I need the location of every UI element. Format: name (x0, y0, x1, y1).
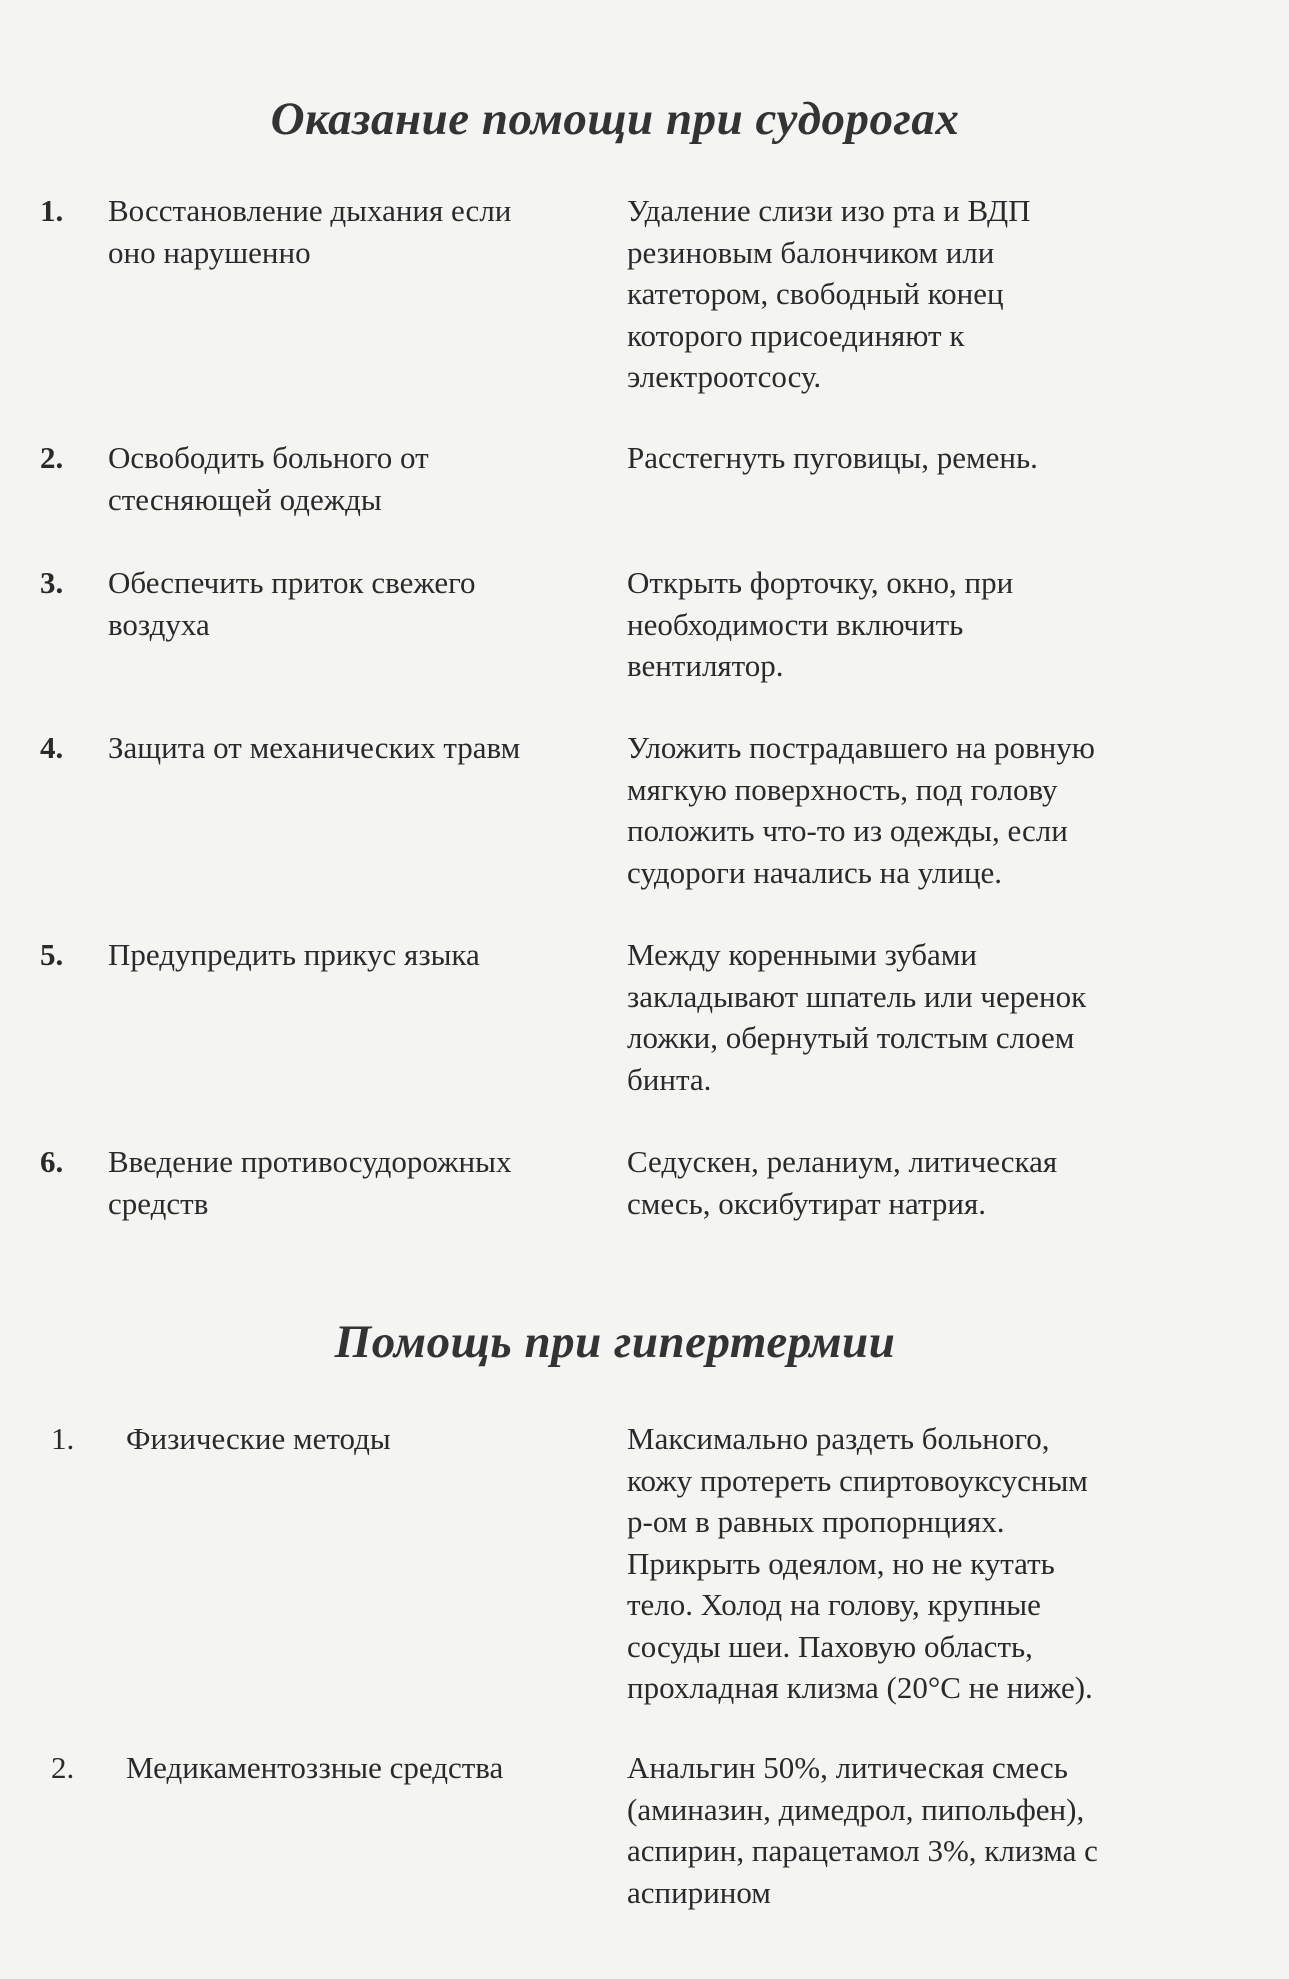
section-title-hyperthermia: Помощь при гипертермии (334, 1316, 896, 1368)
step-method (627, 1141, 1227, 1224)
step-method-line: Удаление слизи изо рта и ВДП (627, 193, 1031, 228)
step-method-line: закладывают шпатель или черенок (627, 978, 1087, 1014)
step-action (126, 1418, 646, 1460)
step-method (627, 1418, 1227, 1709)
step-action-line: Освободить больного от (108, 440, 429, 475)
step-action (108, 727, 628, 769)
step-action-line: воздуха (108, 606, 210, 642)
step-method-line: смесь, оксибутират натрия. (627, 1185, 986, 1221)
step-method-line: бинта. (627, 1061, 712, 1097)
step-action (108, 1141, 628, 1224)
step-method-line: необходимости включить (627, 606, 964, 642)
step-method-line: тело. Холод на голову, крупные (627, 1587, 1041, 1622)
step-method-line: Анальгин 50%, литическая смесь (627, 1750, 1068, 1785)
step-method-line: электроотсосу. (627, 359, 822, 394)
step-action-line: Обеспечить приток свежего (108, 565, 476, 600)
step-method (627, 934, 1227, 1100)
step-method-line: прохладная клизма (20°С не ниже). (627, 1670, 1093, 1705)
step-method-line: ложки, обернутый толстым слоем (627, 1020, 1075, 1055)
step-method-line: Открыть форточку, окно, при (627, 565, 1014, 600)
step-action-line: Защита от механических травм (108, 730, 521, 765)
step-method-line: Седускен, реланиум, литическая (627, 1144, 1058, 1179)
step-number: 5. (40, 937, 64, 972)
step-number: 2. (40, 440, 64, 475)
step-method-line: Расстегнуть пуговицы, ремень. (627, 440, 1038, 475)
step-method-line: аспирином (627, 1874, 771, 1910)
step-method-line: Максимально раздеть больного, (627, 1421, 1050, 1456)
step-number: 2. (51, 1750, 75, 1785)
step-number: 1. (51, 1421, 75, 1456)
step-action-line: Введение противосудорожных (108, 1144, 512, 1179)
step-action-line: оно нарушенно (108, 234, 311, 270)
step-action (108, 190, 628, 273)
step-method-line: Уложить пострадавшего на ровную (627, 730, 1095, 765)
step-action-line: средств (108, 1185, 209, 1221)
step-action (108, 437, 628, 520)
step-number: 1. (40, 193, 64, 228)
step-method-line: мягкую поверхность, под голову (627, 771, 1058, 807)
step-action-line: Предупредить прикус языка (108, 937, 480, 972)
step-action-line: Медикаментоззные средства (126, 1750, 504, 1785)
step-method-line: Между коренными зубами (627, 937, 977, 972)
step-method-line: кожу протереть спиртовоуксусным (627, 1462, 1088, 1498)
step-method-line: (аминазин, димедрол, пипольфен), (627, 1791, 1085, 1827)
step-number: 4. (40, 730, 64, 765)
step-method-line: аспирин, парацетамол 3%, клизма с (627, 1833, 1098, 1868)
step-method (627, 562, 1227, 687)
step-method-line: которого присоединяют к (627, 317, 965, 353)
step-method-line: катетором, свободный конец (627, 276, 1004, 311)
step-number: 6. (40, 1144, 64, 1179)
section-title-seizures: Оказание помощи при судорогах (270, 93, 960, 145)
step-action-line: Восстановление дыхания если (108, 193, 512, 228)
step-action (108, 934, 628, 976)
step-method-line: резиновым балончиком или (627, 234, 995, 270)
step-method (627, 727, 1227, 893)
step-method (627, 190, 1227, 398)
step-method-line: Прикрыть одеялом, но не кутать (627, 1545, 1055, 1581)
step-method (627, 437, 1227, 479)
step-method-line: сосуды шеи. Паховую область, (627, 1628, 1033, 1664)
step-action-line: стесняющей одежды (108, 481, 382, 517)
step-method-line: р-ом в равных пропорнциях. (627, 1504, 1005, 1539)
step-method-line: положить что-то из одежды, если (627, 813, 1068, 848)
step-action (126, 1747, 646, 1789)
step-method (627, 1747, 1227, 1913)
step-action-line: Физические методы (126, 1421, 391, 1456)
step-number: 3. (40, 565, 64, 600)
step-method-line: судороги начались на улице. (627, 854, 1003, 890)
step-method-line: вентилятор. (627, 648, 784, 683)
step-action (108, 562, 628, 645)
